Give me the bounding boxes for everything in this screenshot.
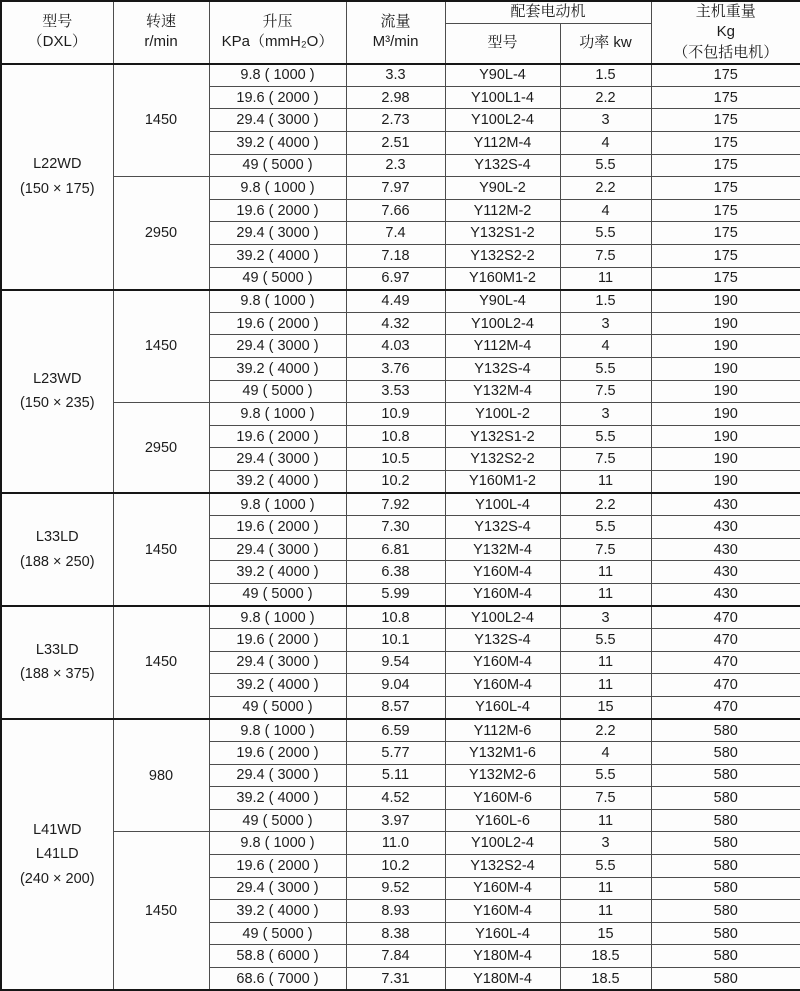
motor-power-cell: 11 <box>560 583 651 606</box>
motor-power-cell: 11 <box>560 651 651 674</box>
motor-model-cell: Y132S1-2 <box>445 222 560 245</box>
flow-cell: 6.59 <box>346 719 445 742</box>
weight-cell: 580 <box>651 877 800 900</box>
flow-cell: 4.32 <box>346 312 445 335</box>
flow-cell: 4.52 <box>346 787 445 810</box>
header-pressure <box>209 1 346 64</box>
motor-power-cell: 3 <box>560 109 651 132</box>
pressure-cell: 9.8 ( 1000 ) <box>209 493 346 516</box>
pressure-cell: 9.8 ( 1000 ) <box>209 290 346 313</box>
spec-table-body <box>1 64 800 990</box>
motor-model-cell: Y160M-6 <box>445 787 560 810</box>
flow-cell: 7.92 <box>346 493 445 516</box>
header-pressure-line1: 升压 <box>262 13 293 31</box>
pressure-cell: 39.2 ( 4000 ) <box>209 470 346 493</box>
weight-cell: 430 <box>651 516 800 539</box>
motor-power-cell: 11 <box>560 674 651 697</box>
speed-cell: 1450 <box>113 832 209 990</box>
table-row <box>1 290 800 313</box>
pressure-cell: 29.4 ( 3000 ) <box>209 335 346 358</box>
motor-power-cell: 1.5 <box>560 290 651 313</box>
flow-cell: 10.8 <box>346 606 445 629</box>
model-cell <box>1 290 113 493</box>
pressure-cell: 58.8 ( 6000 ) <box>209 945 346 968</box>
model-line: L23WD <box>33 370 82 387</box>
weight-cell: 175 <box>651 199 800 222</box>
header-row-1 <box>1 1 800 23</box>
flow-cell: 5.99 <box>346 583 445 606</box>
table-row <box>1 64 800 87</box>
motor-power-cell: 2.2 <box>560 493 651 516</box>
header-weight <box>651 1 800 64</box>
pressure-cell: 19.6 ( 2000 ) <box>209 629 346 652</box>
pressure-cell: 49 ( 5000 ) <box>209 380 346 403</box>
header-model-line2: （DXL） <box>27 33 87 51</box>
motor-model-cell: Y100L-4 <box>445 493 560 516</box>
weight-cell: 580 <box>651 832 800 855</box>
pressure-cell: 9.8 ( 1000 ) <box>209 606 346 629</box>
pressure-cell: 49 ( 5000 ) <box>209 922 346 945</box>
pressure-cell: 49 ( 5000 ) <box>209 696 346 719</box>
flow-cell: 3.76 <box>346 357 445 380</box>
flow-cell: 10.2 <box>346 855 445 878</box>
flow-cell: 5.77 <box>346 742 445 765</box>
header-pressure-line2: KPa（mmH₂O） <box>221 33 334 51</box>
weight-cell: 470 <box>651 696 800 719</box>
flow-cell: 8.38 <box>346 922 445 945</box>
flow-cell: 2.98 <box>346 86 445 109</box>
motor-model-cell: Y160M1-2 <box>445 267 560 290</box>
table-row <box>1 403 800 426</box>
flow-cell: 8.93 <box>346 900 445 923</box>
flow-cell: 5.11 <box>346 764 445 787</box>
weight-cell: 580 <box>651 719 800 742</box>
motor-power-cell: 4 <box>560 335 651 358</box>
motor-model-cell: Y132S-4 <box>445 516 560 539</box>
flow-cell: 7.97 <box>346 177 445 200</box>
motor-power-cell: 3 <box>560 312 651 335</box>
motor-power-cell: 5.5 <box>560 425 651 448</box>
model-cell <box>1 719 113 990</box>
flow-cell: 3.3 <box>346 64 445 87</box>
flow-cell: 7.66 <box>346 199 445 222</box>
header-speed-line1: 转速 <box>145 13 176 31</box>
flow-cell: 10.9 <box>346 403 445 426</box>
motor-model-cell: Y132S-4 <box>445 154 560 177</box>
motor-power-cell: 5.5 <box>560 764 651 787</box>
header-flow-line2: M³/min <box>372 33 419 51</box>
flow-cell: 4.49 <box>346 290 445 313</box>
flow-cell: 11.0 <box>346 832 445 855</box>
pressure-cell: 49 ( 5000 ) <box>209 583 346 606</box>
motor-power-cell: 7.5 <box>560 787 651 810</box>
weight-cell: 580 <box>651 764 800 787</box>
motor-model-cell: Y112M-4 <box>445 335 560 358</box>
motor-power-cell: 15 <box>560 922 651 945</box>
pressure-cell: 29.4 ( 3000 ) <box>209 651 346 674</box>
motor-model-cell: Y132M2-6 <box>445 764 560 787</box>
pressure-cell: 29.4 ( 3000 ) <box>209 109 346 132</box>
flow-cell: 9.52 <box>346 877 445 900</box>
motor-power-cell: 5.5 <box>560 154 651 177</box>
speed-cell: 1450 <box>113 493 209 606</box>
flow-cell: 10.2 <box>346 470 445 493</box>
weight-cell: 580 <box>651 787 800 810</box>
weight-cell: 175 <box>651 64 800 87</box>
flow-cell: 7.4 <box>346 222 445 245</box>
motor-model-cell: Y132S2-2 <box>445 448 560 471</box>
flow-cell: 3.97 <box>346 809 445 832</box>
motor-model-cell: Y160M-4 <box>445 900 560 923</box>
weight-cell: 470 <box>651 651 800 674</box>
weight-cell: 580 <box>651 945 800 968</box>
flow-cell: 6.97 <box>346 267 445 290</box>
table-row <box>1 177 800 200</box>
motor-model-cell: Y160L-4 <box>445 922 560 945</box>
motor-power-cell: 3 <box>560 832 651 855</box>
model-line: L41LD <box>35 846 79 863</box>
pressure-cell: 39.2 ( 4000 ) <box>209 787 346 810</box>
motor-power-cell: 7.5 <box>560 245 651 268</box>
motor-model-cell: Y132M1-6 <box>445 742 560 765</box>
weight-cell: 580 <box>651 968 800 991</box>
pressure-cell: 39.2 ( 4000 ) <box>209 900 346 923</box>
header-motor-power: 功率 kw <box>560 23 651 63</box>
weight-cell: 190 <box>651 290 800 313</box>
motor-power-cell: 11 <box>560 809 651 832</box>
header-model-line1: 型号 <box>42 13 73 31</box>
flow-cell: 2.51 <box>346 132 445 155</box>
pressure-cell: 19.6 ( 2000 ) <box>209 312 346 335</box>
flow-cell: 9.04 <box>346 674 445 697</box>
flow-cell: 6.81 <box>346 538 445 561</box>
pressure-cell: 19.6 ( 2000 ) <box>209 425 346 448</box>
motor-model-cell: Y132M-4 <box>445 538 560 561</box>
spec-table-header <box>1 1 800 64</box>
model-line: (150 × 175) <box>19 180 95 197</box>
weight-cell: 175 <box>651 109 800 132</box>
table-row <box>1 493 800 516</box>
pressure-cell: 9.8 ( 1000 ) <box>209 403 346 426</box>
weight-cell: 175 <box>651 86 800 109</box>
motor-model-cell: Y132S-4 <box>445 357 560 380</box>
weight-cell: 430 <box>651 583 800 606</box>
flow-cell: 6.38 <box>346 561 445 584</box>
motor-model-cell: Y160M-4 <box>445 674 560 697</box>
motor-model-cell: Y160L-6 <box>445 809 560 832</box>
motor-power-cell: 5.5 <box>560 629 651 652</box>
pressure-cell: 49 ( 5000 ) <box>209 267 346 290</box>
weight-cell: 175 <box>651 177 800 200</box>
weight-cell: 190 <box>651 425 800 448</box>
weight-cell: 175 <box>651 222 800 245</box>
table-row <box>1 719 800 742</box>
motor-model-cell: Y112M-6 <box>445 719 560 742</box>
weight-cell: 470 <box>651 629 800 652</box>
motor-model-cell: Y112M-2 <box>445 199 560 222</box>
model-cell <box>1 493 113 606</box>
pressure-cell: 9.8 ( 1000 ) <box>209 177 346 200</box>
pressure-cell: 39.2 ( 4000 ) <box>209 674 346 697</box>
flow-cell: 7.84 <box>346 945 445 968</box>
pressure-cell: 68.6 ( 7000 ) <box>209 968 346 991</box>
motor-model-cell: Y180M-4 <box>445 945 560 968</box>
model-cell <box>1 64 113 290</box>
motor-power-cell: 7.5 <box>560 538 651 561</box>
motor-model-cell: Y132M-4 <box>445 380 560 403</box>
motor-power-cell: 4 <box>560 199 651 222</box>
pressure-cell: 39.2 ( 4000 ) <box>209 245 346 268</box>
header-motor-group: 配套电动机 <box>445 1 651 23</box>
model-line: L33LD <box>35 641 79 658</box>
motor-power-cell: 18.5 <box>560 945 651 968</box>
header-motor-model: 型号 <box>445 23 560 63</box>
weight-cell: 580 <box>651 900 800 923</box>
flow-cell: 7.30 <box>346 516 445 539</box>
motor-model-cell: Y180M-4 <box>445 968 560 991</box>
weight-cell: 190 <box>651 470 800 493</box>
motor-power-cell: 4 <box>560 132 651 155</box>
pressure-cell: 19.6 ( 2000 ) <box>209 742 346 765</box>
model-line: L22WD <box>33 156 82 173</box>
motor-model-cell: Y160L-4 <box>445 696 560 719</box>
motor-model-cell: Y90L-4 <box>445 290 560 313</box>
motor-power-cell: 7.5 <box>560 448 651 471</box>
flow-cell: 4.03 <box>346 335 445 358</box>
pressure-cell: 49 ( 5000 ) <box>209 154 346 177</box>
motor-power-cell: 5.5 <box>560 516 651 539</box>
motor-power-cell: 3 <box>560 606 651 629</box>
weight-cell: 580 <box>651 922 800 945</box>
flow-cell: 10.8 <box>346 425 445 448</box>
speed-cell: 2950 <box>113 177 209 290</box>
speed-cell: 1450 <box>113 606 209 719</box>
motor-power-cell: 1.5 <box>560 64 651 87</box>
motor-power-cell: 18.5 <box>560 968 651 991</box>
header-weight-line3: （不包括电机） <box>673 43 779 61</box>
motor-model-cell: Y100L-2 <box>445 403 560 426</box>
motor-power-cell: 2.2 <box>560 177 651 200</box>
motor-power-cell: 4 <box>560 742 651 765</box>
weight-cell: 190 <box>651 335 800 358</box>
weight-cell: 175 <box>651 245 800 268</box>
header-model <box>1 1 113 64</box>
pressure-cell: 29.4 ( 3000 ) <box>209 538 346 561</box>
motor-model-cell: Y100L1-4 <box>445 86 560 109</box>
motor-power-cell: 15 <box>560 696 651 719</box>
weight-cell: 430 <box>651 561 800 584</box>
flow-cell: 9.54 <box>346 651 445 674</box>
motor-model-cell: Y160M-4 <box>445 651 560 674</box>
motor-power-cell: 5.5 <box>560 357 651 380</box>
table-row <box>1 606 800 629</box>
flow-cell: 10.1 <box>346 629 445 652</box>
pressure-cell: 19.6 ( 2000 ) <box>209 855 346 878</box>
motor-model-cell: Y90L-4 <box>445 64 560 87</box>
pressure-cell: 19.6 ( 2000 ) <box>209 199 346 222</box>
weight-cell: 190 <box>651 357 800 380</box>
header-weight-line2: Kg <box>716 23 735 41</box>
flow-cell: 10.5 <box>346 448 445 471</box>
pressure-cell: 39.2 ( 4000 ) <box>209 132 346 155</box>
weight-cell: 470 <box>651 606 800 629</box>
motor-power-cell: 7.5 <box>560 380 651 403</box>
header-flow-line1: 流量 <box>380 13 411 31</box>
motor-power-cell: 11 <box>560 877 651 900</box>
weight-cell: 580 <box>651 855 800 878</box>
model-line: (188 × 250) <box>19 553 95 570</box>
motor-power-cell: 11 <box>560 900 651 923</box>
motor-model-cell: Y90L-2 <box>445 177 560 200</box>
model-line: (150 × 235) <box>19 395 95 412</box>
motor-model-cell: Y132S2-4 <box>445 855 560 878</box>
motor-model-cell: Y132S2-2 <box>445 245 560 268</box>
weight-cell: 430 <box>651 538 800 561</box>
speed-cell: 2950 <box>113 403 209 493</box>
weight-cell: 175 <box>651 154 800 177</box>
pressure-cell: 19.6 ( 2000 ) <box>209 516 346 539</box>
motor-power-cell: 5.5 <box>560 855 651 878</box>
weight-cell: 470 <box>651 674 800 697</box>
motor-model-cell: Y160M1-2 <box>445 470 560 493</box>
motor-model-cell: Y132S1-2 <box>445 425 560 448</box>
model-line: (188 × 375) <box>19 666 95 683</box>
speed-cell: 1450 <box>113 64 209 177</box>
pressure-cell: 39.2 ( 4000 ) <box>209 357 346 380</box>
weight-cell: 580 <box>651 809 800 832</box>
model-line: L33LD <box>35 528 79 545</box>
motor-power-cell: 3 <box>560 403 651 426</box>
motor-power-cell: 2.2 <box>560 86 651 109</box>
header-weight-line1: 主机重量 <box>695 3 756 20</box>
motor-model-cell: Y160M-4 <box>445 561 560 584</box>
pressure-cell: 49 ( 5000 ) <box>209 809 346 832</box>
header-speed-line2: r/min <box>144 33 178 51</box>
motor-power-cell: 5.5 <box>560 222 651 245</box>
motor-model-cell: Y160M-4 <box>445 583 560 606</box>
motor-power-cell: 11 <box>560 561 651 584</box>
weight-cell: 190 <box>651 380 800 403</box>
flow-cell: 2.73 <box>346 109 445 132</box>
motor-model-cell: Y100L2-4 <box>445 606 560 629</box>
flow-cell: 8.57 <box>346 696 445 719</box>
pressure-cell: 9.8 ( 1000 ) <box>209 832 346 855</box>
pressure-cell: 19.6 ( 2000 ) <box>209 86 346 109</box>
pressure-cell: 39.2 ( 4000 ) <box>209 561 346 584</box>
weight-cell: 175 <box>651 132 800 155</box>
weight-cell: 190 <box>651 448 800 471</box>
motor-model-cell: Y112M-4 <box>445 132 560 155</box>
model-line: L41WD <box>33 821 82 838</box>
speed-cell: 980 <box>113 719 209 832</box>
pressure-cell: 29.4 ( 3000 ) <box>209 222 346 245</box>
speed-cell: 1450 <box>113 290 209 403</box>
motor-power-cell: 11 <box>560 470 651 493</box>
motor-power-cell: 2.2 <box>560 719 651 742</box>
weight-cell: 430 <box>651 493 800 516</box>
table-row <box>1 832 800 855</box>
model-line: (240 × 200) <box>19 870 95 887</box>
motor-model-cell: Y100L2-4 <box>445 109 560 132</box>
weight-cell: 190 <box>651 312 800 335</box>
flow-cell: 2.3 <box>346 154 445 177</box>
motor-power-cell: 11 <box>560 267 651 290</box>
pressure-cell: 29.4 ( 3000 ) <box>209 877 346 900</box>
weight-cell: 190 <box>651 403 800 426</box>
flow-cell: 3.53 <box>346 380 445 403</box>
header-speed <box>113 1 209 64</box>
motor-model-cell: Y100L2-4 <box>445 832 560 855</box>
pressure-cell: 29.4 ( 3000 ) <box>209 764 346 787</box>
motor-model-cell: Y100L2-4 <box>445 312 560 335</box>
pressure-cell: 9.8 ( 1000 ) <box>209 719 346 742</box>
model-cell <box>1 606 113 719</box>
motor-model-cell: Y132S-4 <box>445 629 560 652</box>
flow-cell: 7.31 <box>346 968 445 991</box>
motor-model-cell: Y160M-4 <box>445 877 560 900</box>
weight-cell: 580 <box>651 742 800 765</box>
header-flow <box>346 1 445 64</box>
pressure-cell: 29.4 ( 3000 ) <box>209 448 346 471</box>
weight-cell: 175 <box>651 267 800 290</box>
flow-cell: 7.18 <box>346 245 445 268</box>
pressure-cell: 9.8 ( 1000 ) <box>209 64 346 87</box>
